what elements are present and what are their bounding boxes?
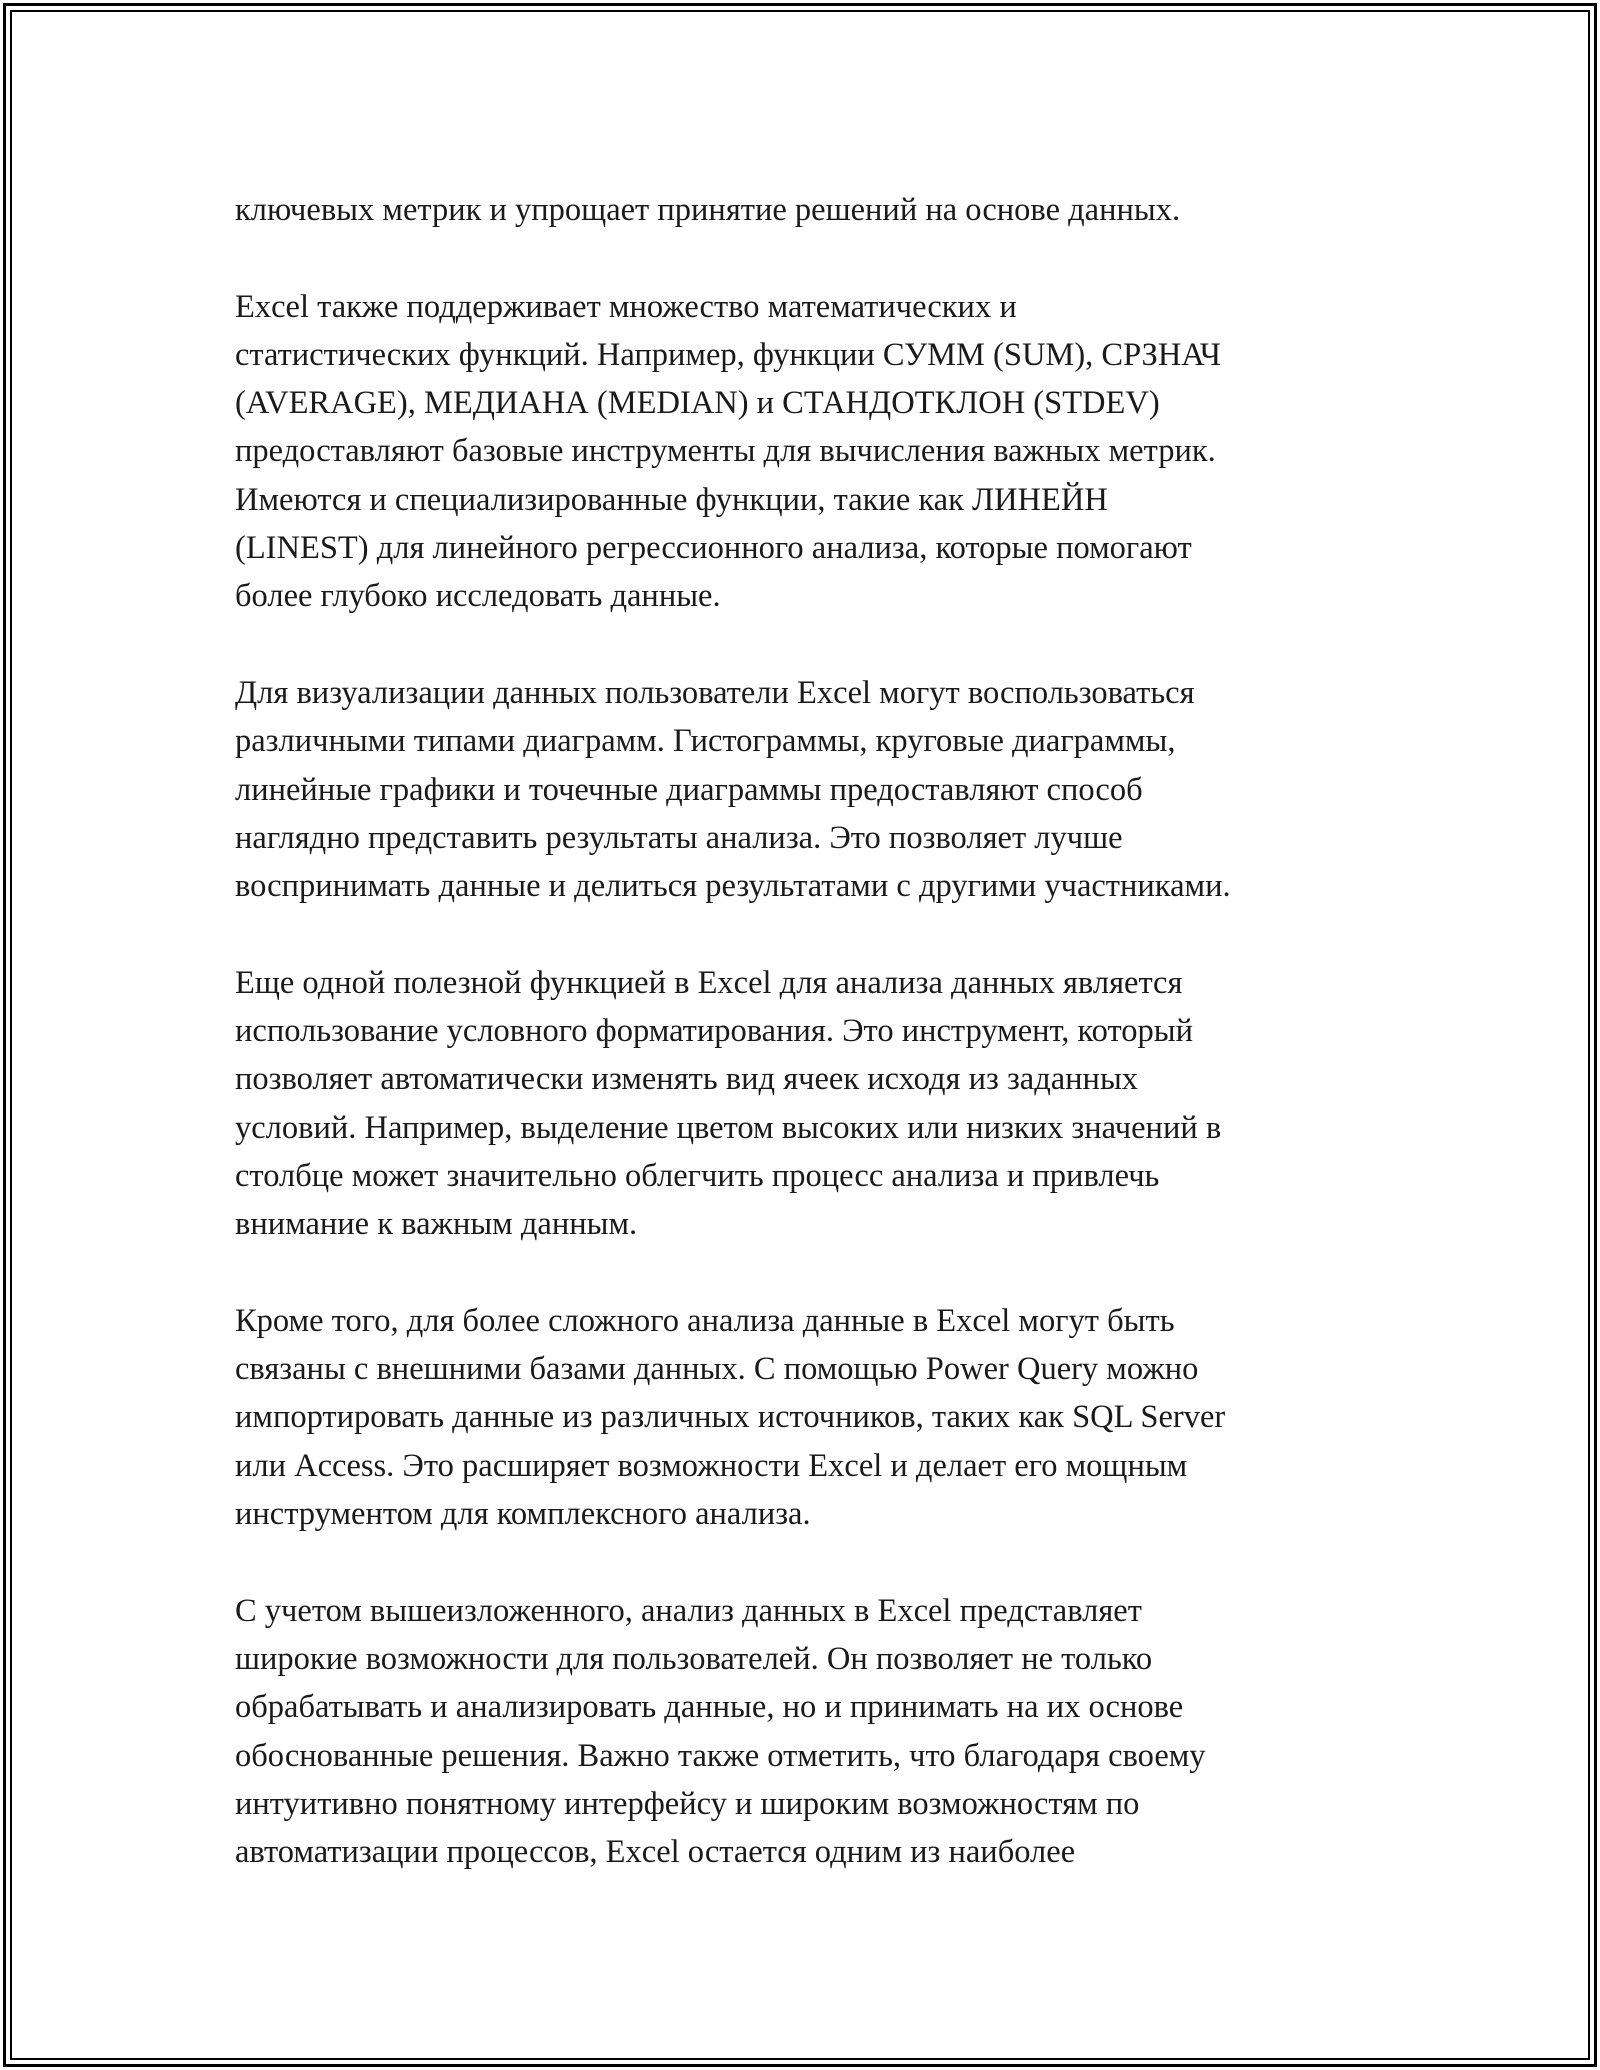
- text-line: различными типами диаграмм. Гистограммы, круговые диаграммы,: [235, 723, 1176, 760]
- paragraph-5: [235, 1297, 1385, 1538]
- text-line: позволяет автоматически изменять вид ячеек исходя из заданных: [235, 1061, 1139, 1098]
- text-line: или Access. Это расширяет возможности Excel и делает его мощным: [235, 1447, 1188, 1484]
- text-line: воспринимать данные и делиться результатами с другими участниками.: [235, 868, 1231, 905]
- text-line: автоматизации процессов, Excel остается одним из наиболее: [235, 1834, 1076, 1871]
- text-line: внимание к важным данным.: [235, 1206, 638, 1243]
- paragraph-2: [235, 283, 1385, 621]
- text-line: условий. Например, выделение цветом высоких или низких значений в: [235, 1109, 1222, 1146]
- text-line: Excel также поддерживает множество математических и: [235, 288, 1017, 325]
- text-line: использование условного форматирования. Это инструмент, который: [235, 1013, 1194, 1050]
- paragraph-3: [235, 669, 1385, 910]
- document-body: [235, 186, 1385, 1925]
- text-line: предоставляют базовые инструменты для вычисления важных метрик.: [235, 433, 1216, 470]
- text-line: наглядно представить результаты анализа. Это позволяет лучше: [235, 819, 1123, 856]
- text-line: инструментом для комплексного анализа.: [235, 1496, 811, 1533]
- text-line: столбце может значительно облегчить процесс анализа и привлечь: [235, 1157, 1160, 1194]
- text-line: импортировать данные из различных источников, таких как SQL Server: [235, 1399, 1226, 1436]
- text-line: (AVERAGE), МЕДИАНА (MEDIAN) и СТАНДОТКЛОН (STDEV): [235, 385, 1160, 422]
- text-line: (LINEST) для линейного регрессионного анализа, которые помогают: [235, 530, 1192, 567]
- paragraph-4: [235, 959, 1385, 1249]
- text-line: Еще одной полезной функцией в Excel для анализа данных является: [235, 964, 1183, 1001]
- text-line: статистических функций. Например, функции СУММ (SUM), СРЗНАЧ: [235, 336, 1221, 373]
- text-line: Для визуализации данных пользователи Excel могут воспользоваться: [235, 674, 1195, 711]
- paragraph-6: [235, 1587, 1385, 1877]
- text-line: Имеются и специализированные функции, такие как ЛИНЕЙН: [235, 481, 1108, 518]
- paragraph-1: [235, 186, 1385, 234]
- text-line: связаны с внешними базами данных. С помощью Power Query можно: [235, 1351, 1199, 1388]
- text-line: С учетом вышеизложенного, анализ данных в Excel представляет: [235, 1592, 1142, 1629]
- text-line: обоснованные решения. Важно также отметить, что благодаря своему: [235, 1737, 1206, 1774]
- text-line: широкие возможности для пользователей. Он позволяет не только: [235, 1640, 1153, 1677]
- text-line: Кроме того, для более сложного анализа данные в Excel могут быть: [235, 1302, 1175, 1339]
- text-line: более глубоко исследовать данные.: [235, 578, 721, 615]
- text-line: обрабатывать и анализировать данные, но и принимать на их основе: [235, 1689, 1184, 1726]
- text-line: ключевых метрик и упрощает принятие решений на основе данных.: [235, 192, 1181, 228]
- text-line: линейные графики и точечные диаграммы предоставляют способ: [235, 771, 1143, 808]
- text-line: интуитивно понятному интерфейсу и широким возможностям по: [235, 1785, 1140, 1822]
